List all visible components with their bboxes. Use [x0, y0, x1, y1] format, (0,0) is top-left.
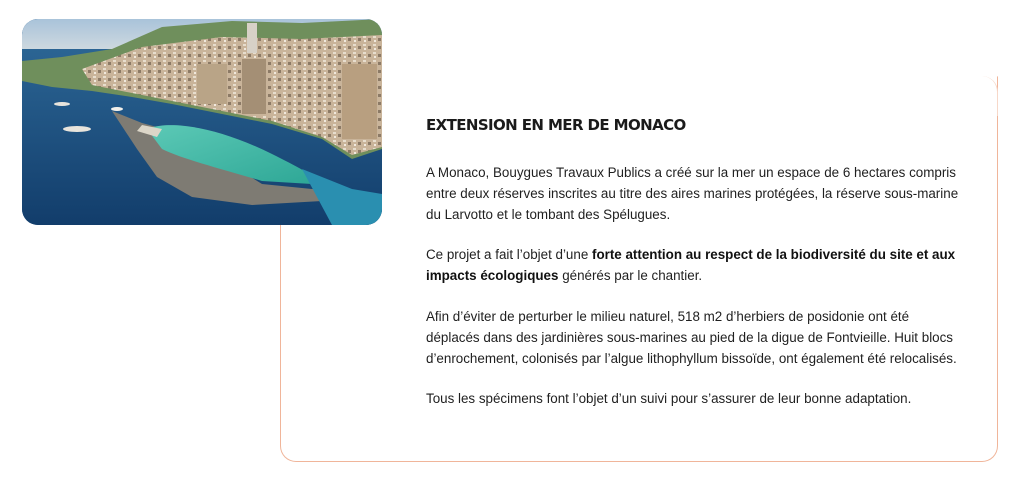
article-title: EXTENSION EN MER DE MONACO: [426, 116, 686, 134]
article-body: [426, 116, 966, 430]
article-photo: [22, 19, 382, 225]
paragraph-biodiversity-lead: Ce projet a fait l’objet d’une: [426, 247, 592, 263]
aerial-photo-icon: [22, 19, 382, 225]
paragraph-relocation: Afin d’éviter de perturber le milieu naturel, 518 m2 d’herbiers de posidonie ont été déplacés dans des jardinières sous-marines au pied de la digue de Fontvieille. Huit blocs d’enrochement, colonisés par l’algue lithophyllum bissoïde, ont également été relocalisés.: [426, 308, 957, 366]
paragraph-biodiversity-highlight: forte attention au respect de la biodiversité du site et aux impacts écologiques: [426, 247, 956, 284]
paragraph-monitoring: Tous les spécimens font l’objet d’un suivi pour s’assurer de leur bonne adaptation.: [426, 391, 912, 407]
card-top-edge: [280, 76, 998, 116]
paragraph-biodiversity-tail: générés par le chantier.: [558, 268, 703, 284]
paragraph-biodiversity: [426, 245, 966, 287]
paragraph-intro: A Monaco, Bouygues Travaux Publics a créé sur la mer un espace de 6 hectares compris entre deux réserves inscrites au titre des aires marines protégées, la réserve sous-marine du Larvotto et le tombant des Spélugues.: [426, 165, 959, 222]
